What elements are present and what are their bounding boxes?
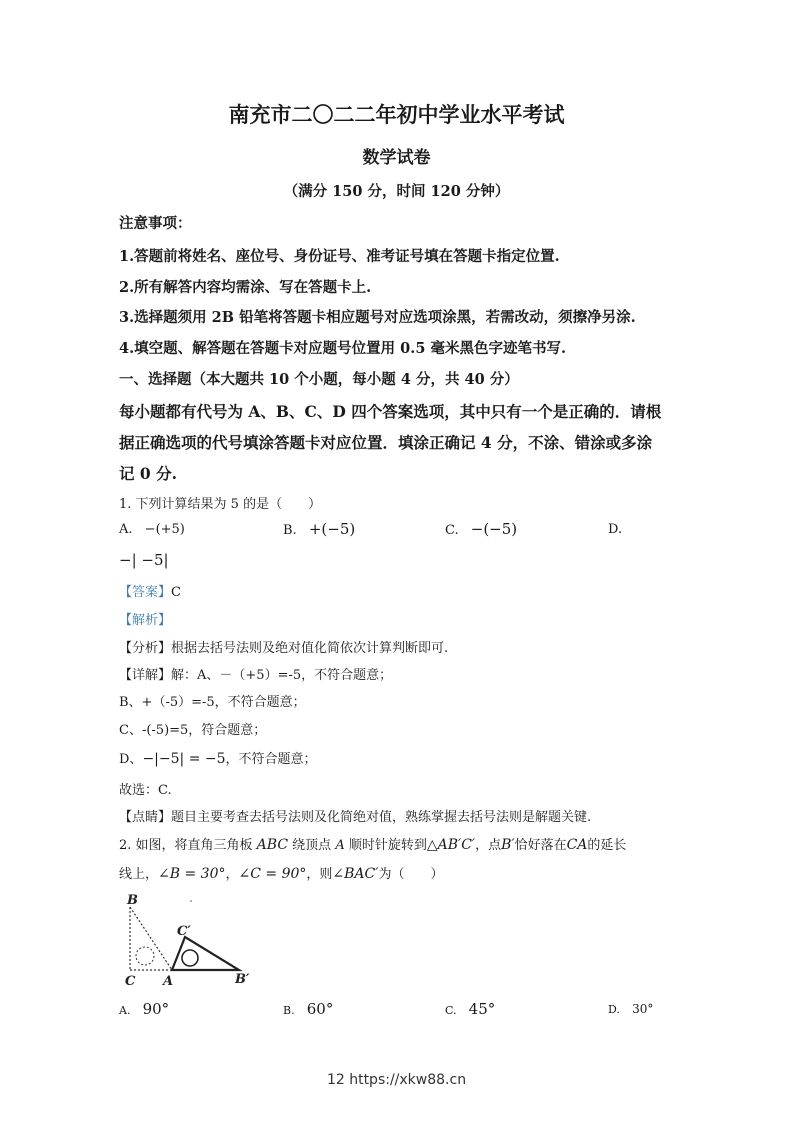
- stem-math: ABC: [256, 837, 289, 853]
- dianjing-tag: 【点睛】: [119, 810, 172, 825]
- q1-option-b: [283, 520, 355, 538]
- q1-option-c: [445, 520, 517, 538]
- xiangjie-tag: 【详解】: [119, 668, 172, 683]
- option-label: B.: [283, 1004, 295, 1017]
- inner-circle-dashed: [136, 947, 154, 965]
- q2-option-b: [283, 1000, 333, 1018]
- q2-option-d: [608, 1002, 653, 1017]
- label-b-prime: B′: [235, 972, 250, 987]
- q1-fenxi: [119, 637, 448, 656]
- notice-item: 3.选择题须用 2B 铅笔将答题卡相应题号对应选项涂黑，若需改动，须擦净另涂.: [119, 309, 636, 326]
- stem-text: 线上，: [119, 867, 159, 882]
- stem-text: ，则: [306, 867, 333, 882]
- q1-xiangjie: [119, 664, 392, 683]
- exam-info: （满分 150 分，时间 120 分钟）: [283, 183, 510, 200]
- option-expr: −(−5): [470, 520, 518, 538]
- option-expr: +(−5): [308, 520, 356, 538]
- notice-heading: 注意事项：: [119, 215, 192, 232]
- q1-choice: 故选：C.: [119, 783, 172, 798]
- notice-item: 4.填空题、解答题在答题卡对应题号位置用 0.5 毫米黑色字迹笔书写.: [119, 340, 567, 357]
- q2-stem-line1: [119, 834, 626, 853]
- page-footer: 12 https://xkw88.cn: [326, 1072, 467, 1088]
- q1-option-a: [119, 522, 185, 537]
- stem-math: ∠B = 30°: [158, 866, 226, 882]
- label-b: B: [127, 893, 138, 908]
- option-label: D.: [608, 1003, 620, 1016]
- xiangjie-line: 解：A、－（+5）=-5，不符合题意；: [171, 668, 393, 683]
- stem-text: 为（ ）: [378, 867, 444, 882]
- label-a: A: [163, 974, 174, 989]
- stem-text: 绕顶点: [288, 838, 336, 853]
- exam-subject: 数学试卷: [362, 148, 431, 168]
- stem-text: 顺时针旋转到: [344, 838, 427, 853]
- section-desc-line: 记 0 分.: [119, 464, 177, 483]
- q1-option-d-expr: −| −5|: [119, 551, 169, 569]
- option-label: C.: [445, 1004, 457, 1017]
- q1-option-d-label: D.: [608, 522, 623, 537]
- stem-text: ，点: [475, 838, 502, 853]
- stem-math: CA: [566, 837, 588, 853]
- label-c: C: [125, 974, 136, 989]
- fenxi-text: 根据去括号法则及绝对值化简依次计算判断即可.: [171, 641, 449, 656]
- notice-item: 1.答题前将姓名、座位号、身份证号、准考证号填在答题卡指定位置.: [119, 248, 560, 265]
- inner-circle: [182, 950, 198, 966]
- option-label: A.: [119, 522, 133, 537]
- answer-tag: 【答案】: [119, 585, 172, 600]
- option-value: 60°: [306, 1000, 334, 1018]
- section-desc-line: 每小题都有代号为 A、B、C、D 四个答案选项，其中只有一个是正确的．请根: [119, 402, 662, 421]
- line-d-suffix: ，不符合题意；: [225, 752, 317, 767]
- stem-math: A: [335, 838, 345, 853]
- option-label: A.: [119, 1004, 131, 1017]
- stray-dot: [190, 900, 192, 902]
- q2-figure: [115, 890, 265, 990]
- q2-stem-line2: [119, 863, 443, 882]
- q2-option-a: [119, 1000, 169, 1018]
- line-d-prefix: D、: [119, 752, 143, 767]
- option-label: C.: [445, 523, 459, 538]
- xiangjie-line: B、+（-5）=-5，不符合题意；: [119, 695, 306, 710]
- option-value: 30°: [632, 1002, 654, 1016]
- stem-text: ，: [225, 867, 239, 882]
- q1-dianjing: [119, 806, 591, 825]
- stem-math: ∠C = 90°: [238, 866, 307, 882]
- exam-title: 南充市二〇二二年初中学业水平考试: [228, 102, 565, 127]
- stem-text: 恰好落在: [514, 838, 567, 853]
- q1-answer: [119, 581, 181, 600]
- analysis-tag: 【解析】: [119, 613, 172, 628]
- answer-value: C: [171, 585, 181, 600]
- dianjing-text: 题目主要考查去括号法则及化简绝对值，熟练掌握去括号法则是解题关键.: [171, 810, 592, 825]
- option-label: B.: [283, 523, 297, 538]
- stem-math: B′: [501, 837, 515, 853]
- xiangjie-line: C、-(-5)=5，符合题意；: [119, 723, 267, 738]
- line-d-expr: −|−5| = −5: [142, 751, 226, 767]
- fenxi-tag: 【分析】: [119, 641, 172, 656]
- section-desc-line: 据正确选项的代号填涂答题卡对应位置．填涂正确记 4 分，不涂、错涂或多涂: [119, 433, 653, 452]
- option-expr: −(+5): [144, 522, 185, 537]
- option-value: 45°: [468, 1000, 496, 1018]
- segment-ab: [130, 907, 172, 970]
- stem-math: △AB′C′: [426, 837, 476, 853]
- stem-math: ∠BAC′: [332, 866, 379, 882]
- section-heading: 一、选择题（本大题共 10 个小题，每小题 4 分，共 40 分）: [119, 371, 519, 388]
- triangle-ab-c: [172, 937, 239, 970]
- label-c-prime: C′: [177, 924, 191, 939]
- notice-item: 2.所有解答内容均需涂、写在答题卡上.: [119, 279, 372, 296]
- xiangjie-line-d: [119, 748, 317, 767]
- q1-stem: 1. 下列计算结果为 5 的是（ ）: [119, 497, 322, 512]
- option-value: 90°: [142, 1000, 170, 1018]
- stem-text: 2. 如图，将直角三角板: [119, 838, 257, 853]
- q2-option-c: [445, 1000, 495, 1018]
- stem-text: 的延长: [587, 838, 627, 853]
